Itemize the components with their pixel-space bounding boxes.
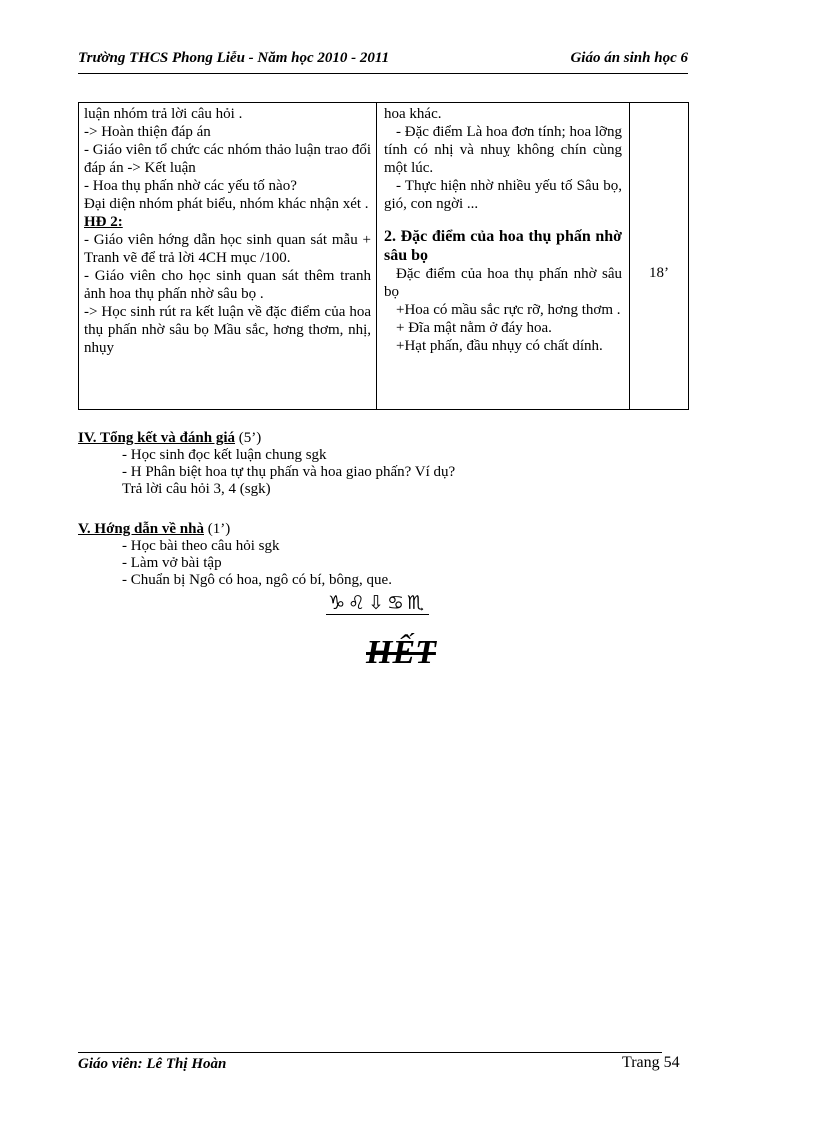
end-mark: HẾT xyxy=(366,634,436,671)
activity-line: - Giáo viên tổ chức các nhóm thảo luận trao đổi đáp án -> Kết luận xyxy=(84,142,371,176)
lesson-table xyxy=(78,102,689,410)
homework-heading xyxy=(78,521,392,538)
footer-page-number: Trang 54 xyxy=(622,1054,680,1071)
content-line: - Đặc điểm Là hoa đơn tính; hoa lỡng tính có nhị và nhuỵ không chín cùng một lúc. xyxy=(384,124,622,176)
content-line: + Đĩa mật nằm ở đáy hoa. xyxy=(396,320,552,336)
activity-line: -> Hoàn thiện đáp án xyxy=(84,124,211,140)
summary-section xyxy=(78,430,455,498)
content-line: +Hạt phấn, đầu nhụy có chất dính. xyxy=(396,338,603,354)
content-line: +Hoa có mầu sắc rực rỡ, hơng thơm . xyxy=(396,302,621,318)
summary-item: - Học sinh đọc kết luận chung sgk xyxy=(122,447,327,463)
footer-rule xyxy=(78,1052,662,1053)
summary-item: - H Phân biệt hoa tự thụ phấn và hoa giao phấn? Ví dụ? xyxy=(122,464,456,480)
content-cell xyxy=(377,103,630,410)
homework-item: - Chuẩn bị Ngô có hoa, ngô có bí, bông, que. xyxy=(122,572,392,588)
summary-heading xyxy=(78,430,455,447)
time-value: 18’ xyxy=(649,265,669,281)
content-line: hoa khác. xyxy=(384,106,442,122)
summary-item: Trả lời câu hỏi 3, 4 (sgk) xyxy=(122,481,271,497)
homework-item: - Làm vở bài tập xyxy=(122,555,222,571)
activity-line: - Giáo viên hớng dẫn học sinh quan sát mẫu + Tranh vẽ để trả lời 4CH mục /100. xyxy=(84,232,371,266)
header-subject: Giáo án sinh học 6 xyxy=(570,50,688,66)
footer-teacher: Giáo viên: Lê Thị Hoàn xyxy=(78,1056,227,1072)
summary-time: (5’) xyxy=(235,430,262,446)
ornament-symbols: ♑♌⇩♋♏ xyxy=(328,592,428,614)
summary-title: IV. Tổng kết và đánh giá xyxy=(78,430,236,446)
homework-item: - Học bài theo câu hỏi sgk xyxy=(122,538,280,554)
content-line: - Thực hiện nhờ nhiều yếu tố Sâu bọ, gió, con ngời ... xyxy=(384,178,622,212)
activity-line: luận nhóm trả lời câu hỏi . xyxy=(84,106,243,122)
homework-title: V. Hớng dẫn về nhà xyxy=(78,521,204,537)
activity-line: Đại diện nhóm phát biểu, nhóm khác nhận xét . xyxy=(84,196,369,212)
activity-line: - Hoa thụ phấn nhờ các yếu tố nào? xyxy=(84,178,297,194)
content-heading: 2. Đặc điểm của hoa thụ phấn nhờ sâu bọ xyxy=(384,228,622,264)
header-rule xyxy=(78,73,688,74)
page-header xyxy=(78,50,688,72)
header-school: Trường THCS Phong Liễu - Năm học 2010 - 2011 xyxy=(78,50,390,66)
homework-section xyxy=(78,521,392,589)
activity-line: - Giáo viên cho học sinh quan sát thêm tranh ảnh hoa thụ phấn nhờ sâu bọ . xyxy=(84,268,371,302)
homework-time: (1’) xyxy=(204,521,231,537)
activity-heading: HĐ 2: xyxy=(84,214,123,230)
teacher-activity-cell xyxy=(79,103,377,410)
table-row xyxy=(79,103,689,410)
activity-line: -> Học sinh rút ra kết luận về đặc điểm của hoa thụ phấn nhờ sâu bọ Mầu sắc, hơng thơm, nhị, nhụy xyxy=(84,304,371,356)
time-cell xyxy=(630,103,689,410)
content-line: Đặc điểm của hoa thụ phấn nhờ sâu bọ xyxy=(384,266,622,300)
